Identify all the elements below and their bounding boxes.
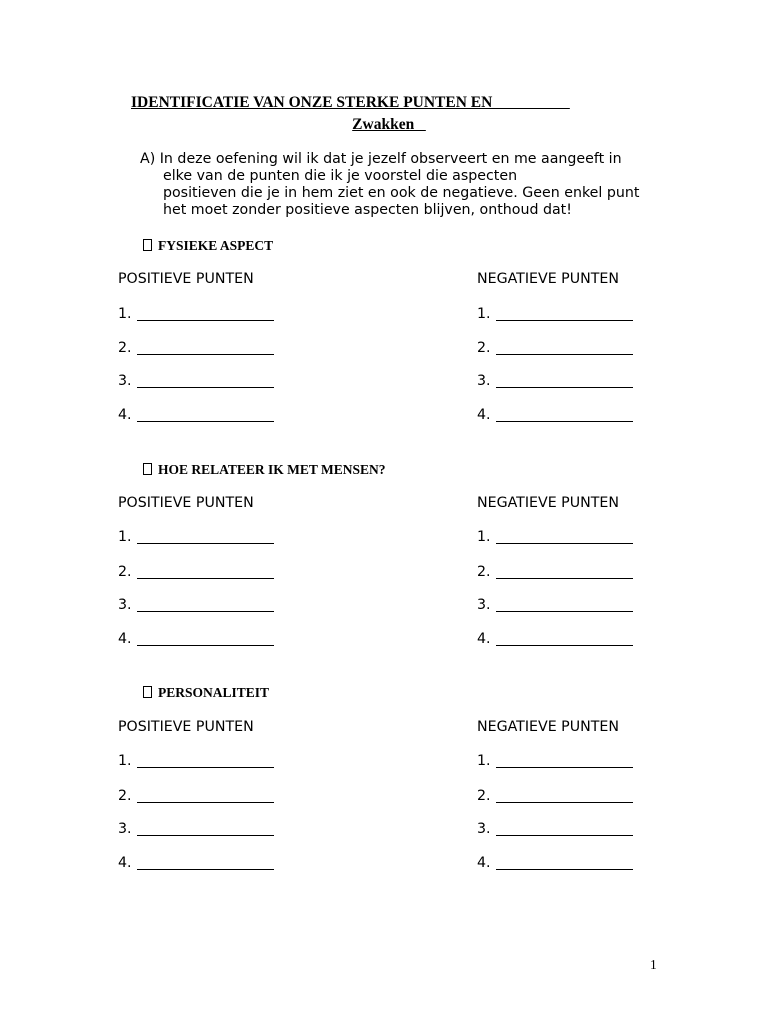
positive-entry (118, 340, 274, 356)
entry-number: 3. (118, 597, 132, 613)
entry-number: 2. (118, 564, 132, 580)
negative-entry (477, 564, 633, 580)
answer-blank-line (137, 753, 274, 768)
negative-entry (477, 753, 633, 769)
document-title-line-2: Zwakken (352, 116, 426, 133)
entry-number: 1. (477, 529, 491, 545)
answer-blank-line (137, 529, 274, 544)
answer-blank-line (496, 407, 633, 422)
entry-number: 4. (477, 407, 491, 423)
answer-blank-line (496, 855, 633, 870)
negative-points-header: NEGATIEVE PUNTEN (477, 495, 619, 511)
answer-blank-line (496, 753, 633, 768)
entry-number: 3. (477, 373, 491, 389)
negative-entry (477, 855, 633, 871)
answer-blank-line (137, 821, 274, 836)
answer-blank-line (137, 855, 274, 870)
entry-number: 1. (477, 306, 491, 322)
entry-number: 1. (118, 529, 132, 545)
entry-number: 4. (477, 631, 491, 647)
entry-number: 1. (118, 753, 132, 769)
answer-blank-line (137, 306, 274, 321)
checkbox-bullet-icon (143, 463, 152, 475)
entry-number: 2. (477, 564, 491, 580)
answer-blank-line (496, 821, 633, 836)
positive-points-header: POSITIEVE PUNTEN (118, 719, 254, 735)
negative-entry (477, 597, 633, 613)
answer-blank-line (137, 631, 274, 646)
entry-number: 4. (118, 407, 132, 423)
positive-entry (118, 753, 274, 769)
answer-blank-line (496, 373, 633, 388)
section-heading-personality (143, 685, 269, 701)
checkbox-bullet-icon (143, 239, 152, 251)
positive-entry (118, 373, 274, 389)
negative-points-header: NEGATIEVE PUNTEN (477, 719, 619, 735)
answer-blank-line (137, 564, 274, 579)
checkbox-bullet-icon (143, 686, 152, 698)
entry-number: 2. (118, 788, 132, 804)
page-number: 1 (650, 957, 657, 972)
negative-entry (477, 306, 633, 322)
intro-line: het moet zonder positieve aspecten blijven, onthoud dat! (163, 202, 572, 218)
answer-blank-line (496, 564, 633, 579)
positive-entry (118, 529, 274, 545)
positive-entry (118, 855, 274, 871)
positive-points-header: POSITIEVE PUNTEN (118, 271, 254, 287)
positive-points-header: POSITIEVE PUNTEN (118, 495, 254, 511)
answer-blank-line (496, 631, 633, 646)
positive-entry (118, 597, 274, 613)
answer-blank-line (137, 373, 274, 388)
entry-number: 1. (477, 753, 491, 769)
intro-line: elke van de punten die ik je voorstel die aspecten (163, 168, 518, 184)
section-heading-text: FYSIEKE ASPECT (158, 238, 274, 253)
answer-blank-line (137, 340, 274, 355)
positive-entry (118, 631, 274, 647)
answer-blank-line (137, 597, 274, 612)
intro-paragraph (140, 151, 700, 219)
entry-number: 4. (477, 855, 491, 871)
positive-entry (118, 788, 274, 804)
negative-entry (477, 788, 633, 804)
entry-number: 1. (118, 306, 132, 322)
answer-blank-line (496, 340, 633, 355)
entry-number: 2. (477, 340, 491, 356)
section-heading-text: HOE RELATEER IK MET MENSEN? (158, 462, 386, 477)
entry-number: 3. (477, 821, 491, 837)
negative-entry (477, 529, 633, 545)
negative-entry (477, 373, 633, 389)
entry-number: 2. (477, 788, 491, 804)
negative-entry (477, 631, 633, 647)
positive-entry (118, 564, 274, 580)
answer-blank-line (496, 788, 633, 803)
answer-blank-line (496, 597, 633, 612)
entry-number: 2. (118, 340, 132, 356)
document-title-line-1: IDENTIFICATIE VAN ONZE STERKE PUNTEN EN (131, 94, 570, 111)
negative-points-header: NEGATIEVE PUNTEN (477, 271, 619, 287)
entry-number: 4. (118, 855, 132, 871)
negative-entry (477, 340, 633, 356)
positive-entry (118, 306, 274, 322)
entry-number: 4. (118, 631, 132, 647)
entry-number: 3. (118, 373, 132, 389)
positive-entry (118, 821, 274, 837)
section-heading-physical (143, 238, 273, 254)
entry-number: 3. (118, 821, 132, 837)
answer-blank-line (496, 529, 633, 544)
answer-blank-line (496, 306, 633, 321)
intro-line: A) In deze oefening wil ik dat je jezelf observeert en me aangeeft in (140, 151, 622, 167)
section-heading-relations (143, 462, 386, 478)
negative-entry (477, 821, 633, 837)
positive-entry (118, 407, 274, 423)
intro-line: positieven die je in hem ziet en ook de negatieve. Geen enkel punt (163, 185, 640, 201)
answer-blank-line (137, 407, 274, 422)
section-heading-text: PERSONALITEIT (158, 685, 270, 700)
answer-blank-line (137, 788, 274, 803)
entry-number: 3. (477, 597, 491, 613)
negative-entry (477, 407, 633, 423)
